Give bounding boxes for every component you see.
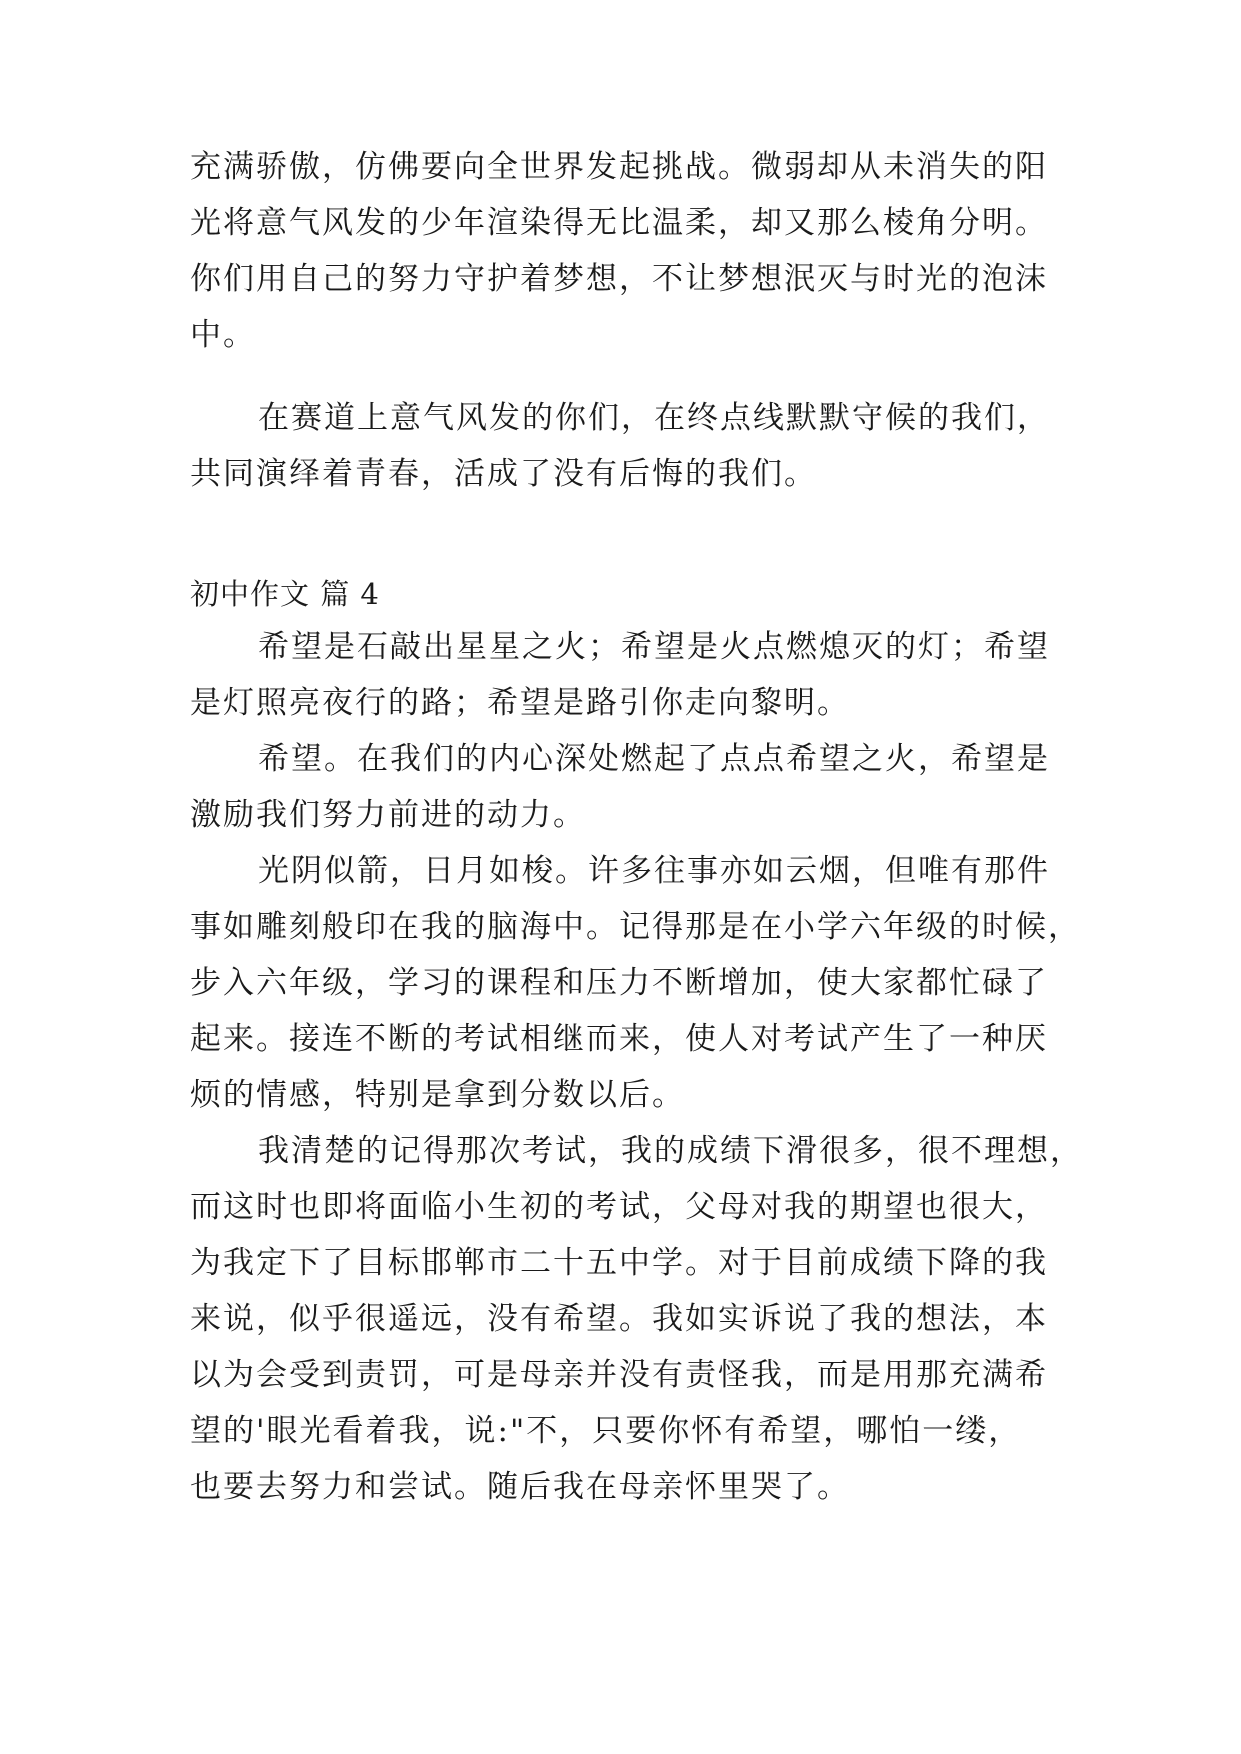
text-line: 中。 [190,317,256,353]
text-line: 步入六年级，学习的课程和压力不断增加，使大家都忙碌了 [190,965,1048,1001]
text-line: 起来。接连不断的考试相继而来，使人对考试产生了一种厌 [190,1021,1048,1057]
text-line: 以为会受到责罚，可是母亲并没有责怪我，而是用那充满希 [190,1357,1048,1393]
text-line: 烦的情感，特别是拿到分数以后。 [190,1077,685,1113]
text-line: 在赛道上意气风发的你们，在终点线默默守候的我们， [258,400,1050,436]
text-line: 你们用自己的努力守护着梦想，不让梦想泯灭与时光的泡沫 [190,261,1048,297]
text-line: 事如雕刻般印在我的脑海中。记得那是在小学六年级的时候， [190,909,1081,945]
text-line: 共同演绎着青春，活成了没有后悔的我们。 [190,456,817,492]
text-line: 也要去努力和尝试。随后我在母亲怀里哭了。 [190,1469,850,1505]
text-line: 希望是石敲出星星之火；希望是火点燃熄灭的灯；希望 [258,629,1050,665]
text-line: 光将意气风发的少年渲染得无比温柔，却又那么棱角分明。 [190,205,1048,241]
text-line: 充满骄傲，仿佛要向全世界发起挑战。微弱却从未消失的阳 [190,149,1048,185]
text-line: 来说，似乎很遥远，没有希望。我如实诉说了我的想法，本 [190,1301,1048,1337]
text-line: 光阴似箭，日月如梭。许多往事亦如云烟，但唯有那件 [258,853,1050,889]
text-line: 激励我们努力前进的动力。 [190,797,586,833]
essay-heading: 初中作文 篇 4 [190,577,380,611]
text-line: 我清楚的记得那次考试，我的成绩下滑很多，很不理想， [258,1133,1083,1169]
text-line: 是灯照亮夜行的路；希望是路引你走向黎明。 [190,685,850,721]
text-line: 为我定下了目标邯郸市二十五中学。对于目前成绩下降的我 [190,1245,1048,1281]
text-line: 望的'眼光看着我，说:"不，只要你怀有希望，哪怕一缕， [190,1413,1022,1449]
text-line: 希望。在我们的内心深处燃起了点点希望之火，希望是 [258,741,1050,777]
text-line: 而这时也即将面临小生初的考试，父母对我的期望也很大， [190,1189,1048,1225]
